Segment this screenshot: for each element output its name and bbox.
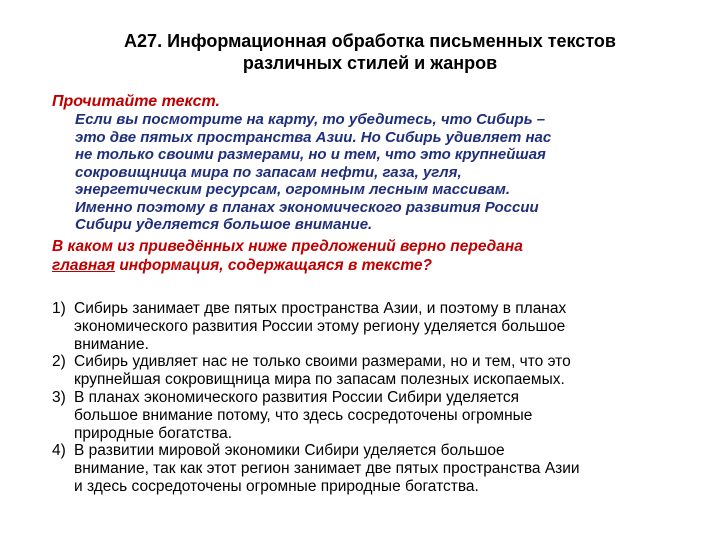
option-number: 2) [52,353,66,371]
answer-option[interactable] [52,300,692,353]
question-line-2 [52,257,692,276]
question-text [52,238,692,275]
answer-option[interactable] [52,442,692,495]
passage-line: не только своими размерами, но и тем, что это крупнейшая [75,146,546,163]
option-line: Сибирь занимает две пятых пространства Азии, и поэтому в планах [74,300,567,317]
answer-options [52,300,692,496]
option-line: крупнейшая сокровищница мира по запасам полезных ископаемых. [74,371,565,389]
option-number: 4) [52,442,66,460]
reading-passage [75,111,675,234]
option-line: В развитии мировой экономики Сибири уделяется большое [74,442,505,460]
option-line: В планах экономического развития России Сибири уделяется [74,388,520,406]
option-line: Сибирь удивляет нас не только своими размерами, но и тем, что это [74,353,571,371]
passage-line: Если вы посмотрите на карту, то убедитесь, что Сибирь – [75,111,546,128]
option-line: экономического развития России этому региону уделяется большое [74,317,566,335]
instruction-text: Прочитайте текст. [52,93,220,110]
question-line-2-rest: информация, содержащаяся в тексте? [115,256,432,274]
option-line: большое внимание потому, что здесь сосредоточены огромные [74,406,533,424]
passage-line: сокровищница мира по запасам нефти, газа, угля, [75,163,462,181]
passage-line: Сибири уделяется большое внимание. [75,216,373,233]
passage-line: Именно поэтому в планах экономического развития России [75,198,539,216]
question-underlined-word: главная [52,256,116,274]
question-line-1: В каком из приведённых ниже предложений верно передана [52,238,523,255]
option-number: 3) [52,388,66,406]
answer-option[interactable] [52,389,692,442]
option-line: внимание, так как этот регион занимает две пятых пространства Азии [74,460,580,478]
title-line-1: А27. Информационная обработка письменных текстов [124,31,616,51]
option-number: 1) [52,300,66,317]
option-line: и здесь сосредоточены огромные природные богатства. [74,477,479,495]
passage-line: энергетическим ресурсам, огромным лесным массивам. [75,181,511,198]
answer-option[interactable] [52,353,692,389]
option-line: природные богатства. [74,424,233,442]
option-line: внимание. [74,335,149,353]
title-line-2: различных стилей и жанров [242,53,498,73]
passage-line: это две пятых пространства Азии. Но Сибирь удивляет нас [75,128,552,146]
page-title [60,30,680,74]
